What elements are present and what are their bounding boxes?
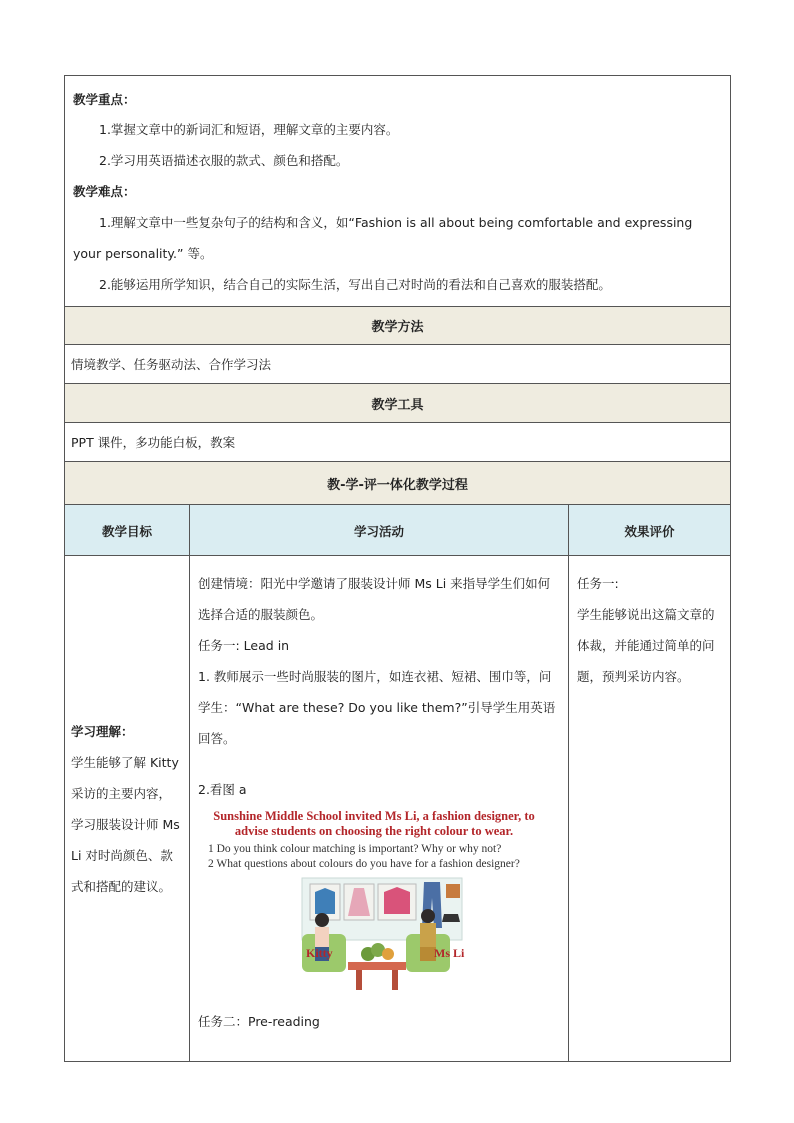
kitty-head <box>315 913 329 927</box>
figure-question-1: 1 Do you think colour matching is important? Why or why not? <box>208 843 502 855</box>
activity-cell <box>190 556 569 1062</box>
evaluation-body: 学生能够说出这篇文章的体裁，并能通过简单的问题，预判采访内容。 <box>577 607 715 684</box>
hoodie-icon <box>384 887 410 914</box>
bag-icon <box>446 884 460 898</box>
goal-cell <box>65 556 190 1062</box>
col-eval-label: 效果评价 <box>624 523 675 539</box>
col-activity-label: 学习活动 <box>353 523 404 539</box>
activity-task2: 任务二：Pre-reading <box>198 1014 320 1029</box>
table-leg-right <box>392 970 398 990</box>
shirt-icon <box>315 888 335 914</box>
process-heading: 教-学-评一体化教学过程 <box>327 477 468 493</box>
focus-item-2: 2.学习用英语描述衣服的款式、颜色和搭配。 <box>99 153 349 168</box>
figure-title: Sunshine Middle School invited Ms Li, a fashion designer, to advise students on choosing the right colour to wear. <box>213 809 535 838</box>
focus-difficulty-cell <box>65 76 731 307</box>
difficulty-item-1: 1.理解文章中一些复杂句子的结构和含义，如“Fashion is all about being comfortable and expressing your personality.” 等。 <box>73 215 693 261</box>
tools-heading: 教学工具 <box>371 397 424 413</box>
goal-title: 学习理解： <box>71 723 134 739</box>
methods-heading: 教学方法 <box>371 320 424 335</box>
col-header-eval <box>569 505 731 556</box>
methods-content: 情境教学、任务驱动法、合作学习法 <box>65 345 731 384</box>
interview-illustration <box>198 876 550 996</box>
label-kitty: Kitty <box>306 946 333 960</box>
kitty-body <box>315 927 329 947</box>
col-goal-label: 教学目标 <box>101 523 152 539</box>
focus-heading: 教学重点： <box>73 92 136 107</box>
msli-body <box>420 923 436 947</box>
tools-header <box>65 384 731 423</box>
col-header-activity <box>190 505 569 556</box>
goal-body: 学生能够了解 Kitty 采访的主要内容，学习服装设计师 Ms Li 对时尚颜色、款式和搭配的建议。 <box>71 754 180 894</box>
methods-header <box>65 307 731 345</box>
illustration-scene <box>198 876 550 996</box>
blossom-icon <box>382 948 394 960</box>
figure-question-2: 2 What questions about colours do you have for a fashion designer? <box>208 858 520 870</box>
activity-step1: 1. 教师展示一些时尚服装的图片，如连衣裙、短裙、围巾等，问学生：“What are these? Do you like them?”引导学生用英语回答。 <box>198 669 556 746</box>
coffee-table <box>348 962 406 970</box>
process-header <box>65 462 731 505</box>
difficulty-heading: 教学难点： <box>73 184 136 199</box>
msli-head <box>421 909 435 923</box>
evaluation-cell <box>569 556 731 1062</box>
evaluation-title: 任务一: <box>577 576 619 591</box>
activity-step2: 2.看图 a <box>198 782 247 797</box>
tools-content: PPT 课件，多功能白板，教案 <box>65 423 731 462</box>
col-header-goal <box>65 505 190 556</box>
focus-item-1: 1.掌握文章中的新词汇和短语，理解文章的主要内容。 <box>99 122 399 137</box>
activity-task1: 任务一: Lead in <box>198 638 290 653</box>
label-msli: Ms Li <box>434 946 465 960</box>
activity-intro: 创建情境：阳光中学邀请了服装设计师 Ms Li 来指导学生们如何选择合适的服装颜色。 <box>198 576 551 622</box>
lesson-plan-table <box>64 75 731 1062</box>
table-leg-left <box>356 970 362 990</box>
textbook-figure <box>198 809 550 996</box>
difficulty-item-2: 2.能够运用所学知识，结合自己的实际生活，写出自己对时尚的看法和自己喜欢的服装搭配。 <box>99 277 611 292</box>
boots-icon <box>442 914 460 922</box>
lesson-plan-page <box>64 75 730 1062</box>
